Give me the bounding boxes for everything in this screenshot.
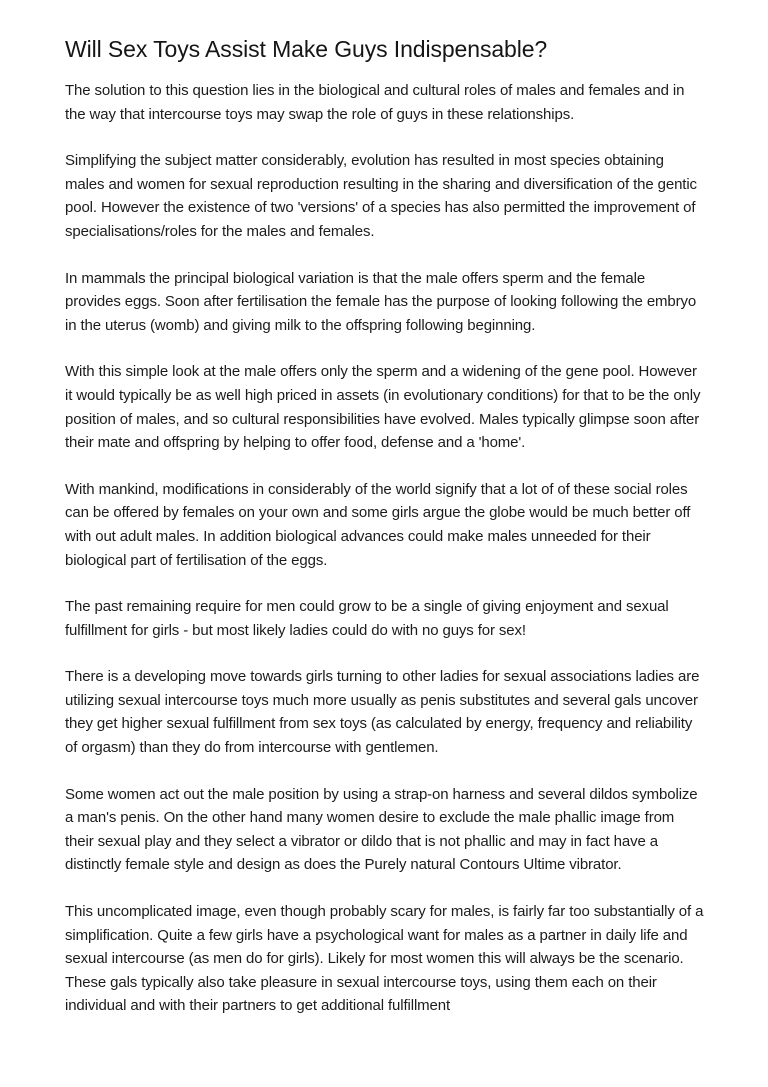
paragraph-4: With this simple look at the male offers only the sperm and a widening of the gene pool. However it would typically be as well high priced in assets (in evolutionary conditions) for that to be the only position of males, and so cultural responsibilities have evolved. Males typically glimpse soon after their mate and offspring by helping to offer food, defense and a 'home'.	[65, 363, 701, 452]
paragraph-5: With mankind, modifications in considerably of the world signify that a lot of of these social roles can be offered by females on your own and some girls argue the globe would be much better off with out adult males. In addition biological advances could make males unneeded for their biological part of fertilisation of the eggs.	[65, 480, 691, 569]
paragraph-9: This uncomplicated image, even though probably scary for males, is fairly far too substantially of a simplification. Quite a few girls have a psychological want for males as a partner in daily life and sexual intercourse (as men do for girls). Likely for most women this will always be the scenario. These gals typically also take pleasure in sexual intercourse toys, using them each on their individual and with their partners to get additional fulfillment	[65, 903, 704, 1015]
paragraph-8: Some women act out the male position by using a strap-on harness and several dildos symbolize a man's penis. On the other hand many women desire to exclude the male phallic image from their sexual play and they select a vibrator or dildo that is not phallic and may in fact have a distinctly female style and design as does the Purely natural Contours Ultime vibrator.	[65, 785, 698, 874]
paragraph-7: There is a developing move towards girls turning to other ladies for sexual associations ladies are utilizing sexual intercourse toys much more usually as penis substitutes and several gals uncover they get higher sexual fulfillment from sex toys (as calculated by energy, frequency and reliability of orgasm) than they do from intercourse with gentlemen.	[65, 668, 700, 757]
paragraph-2: Simplifying the subject matter considerably, evolution has resulted in most species obtaining males and women for sexual reproduction resulting in the sharing and diversification of the gentic pool. However the existence of two 'versions' of a species has also permitted the improvement of specialisations/roles for the males and females.	[65, 152, 697, 240]
paragraph-1: The solution to this question lies in the biological and cultural roles of males and females and in the way that intercourse toys may swap the role of guys in these relationships.	[65, 82, 685, 123]
paragraph-3: In mammals the principal biological variation is that the male offers sperm and the female provides eggs. Soon after fertilisation the female has the purpose of looking following the embryo in the uterus (womb) and giving milk to the offspring following beginning.	[65, 269, 697, 334]
document-title: Will Sex Toys Assist Make Guys Indispensable?	[65, 36, 548, 62]
paragraph-6: The past remaining require for men could grow to be a single of giving enjoyment and sexual fulfillment for girls - but most likely ladies could do with no guys for sex!	[65, 598, 669, 639]
